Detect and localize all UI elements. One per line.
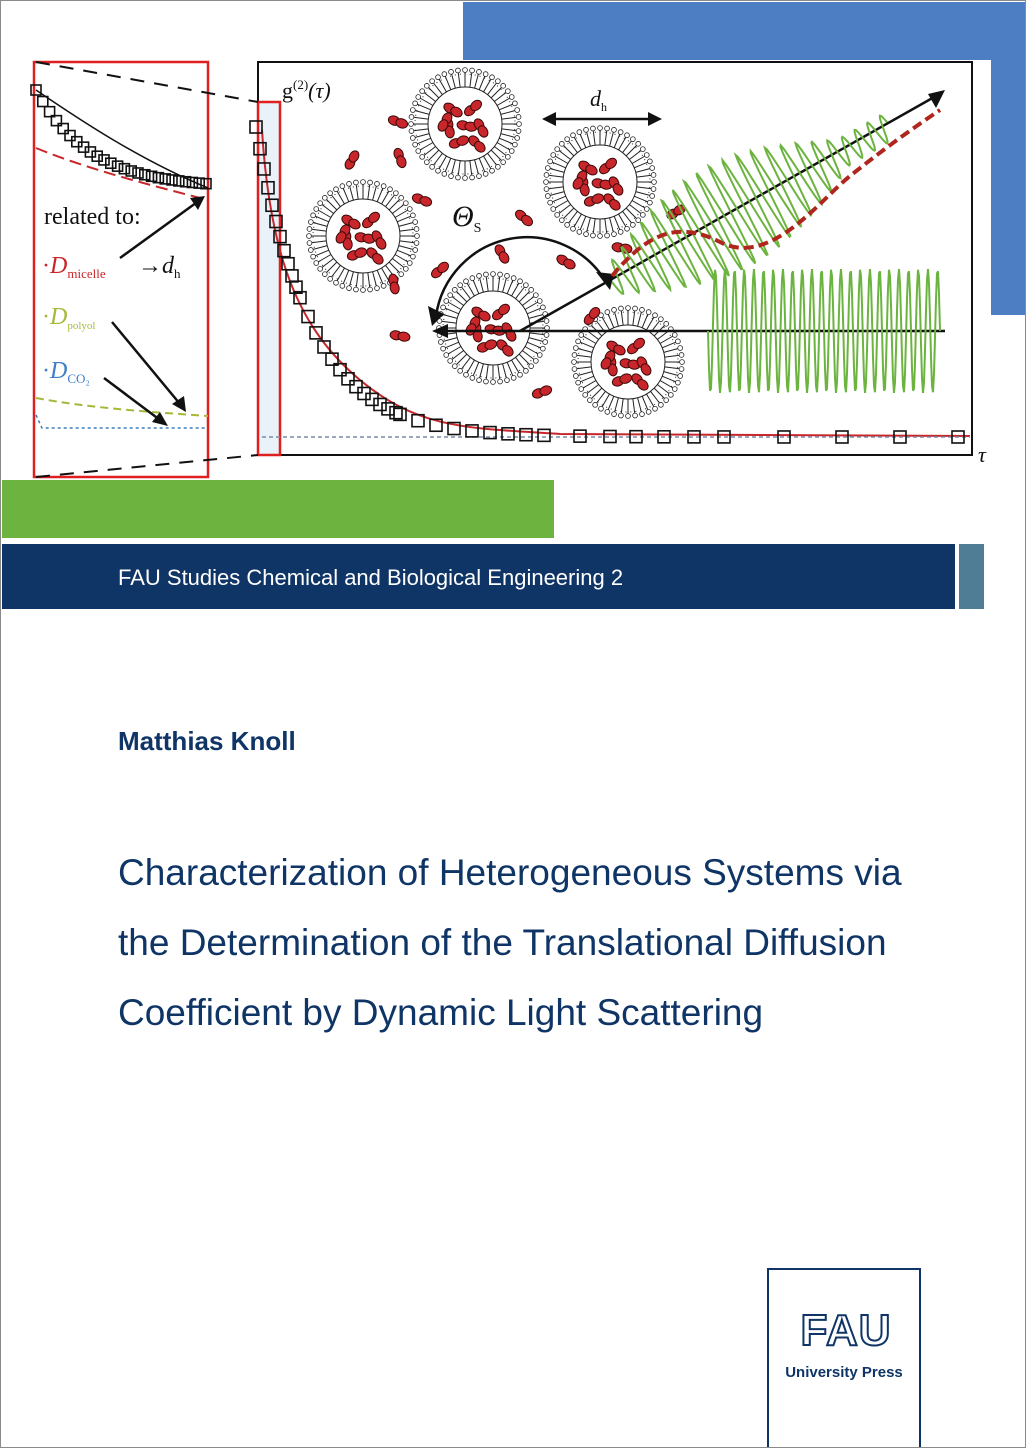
term-arrow-dh: $\to d_h$ [138, 253, 181, 281]
diameter-label: $d_h$ [590, 86, 607, 114]
publisher-name: University Press [785, 1364, 903, 1381]
series-title: FAU Studies Chemical and Biological Engineering 2 [118, 565, 624, 590]
author-name: Matthias Knoll [118, 726, 296, 756]
fau-logo-letters: FAU [800, 1306, 892, 1355]
term-polyol: $\cdot D_{polyol}$ [42, 304, 96, 332]
angle-label: $\Theta_S$ [452, 200, 482, 236]
y-axis-label: $g^{(2)}(\tau)$ [282, 77, 331, 103]
term-co2: $\cdot D_{CO_2}$ [42, 358, 90, 386]
inset-heading: related to: [44, 204, 141, 230]
title-line-2: the Determination of the Translational Diffusion [118, 922, 887, 963]
title-line-1: Characterization of Heterogeneous Systems via [118, 852, 902, 893]
x-axis-label: τ [978, 442, 986, 467]
title-line-3: Coefficient by Dynamic Light Scattering [118, 992, 764, 1033]
term-micelle: $\cdot D_{micelle}$ [42, 253, 106, 281]
